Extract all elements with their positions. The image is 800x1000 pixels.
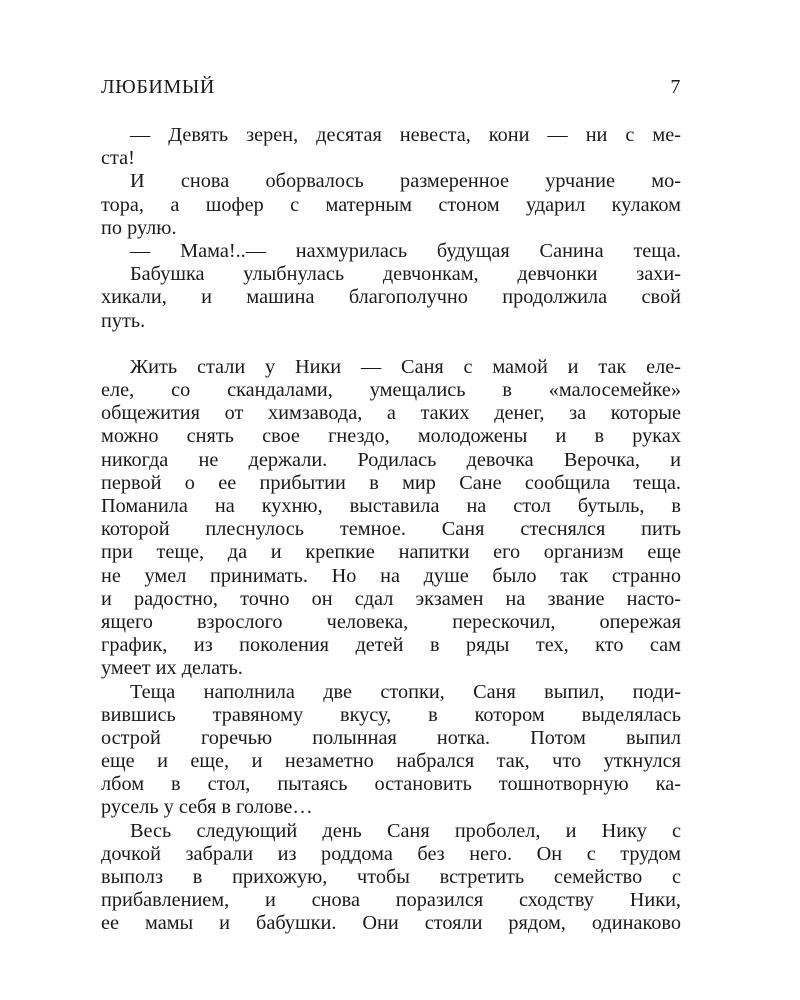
text-line: не умел принимать. Но на душе было так странно [101, 564, 681, 587]
paragraph-gap [101, 333, 681, 356]
running-head [101, 76, 681, 99]
text-line: Поманила на кухню, выставила на стол бутыль, в [101, 495, 681, 517]
text-line: которой плеснулось темное. Саня стеснялся пить [101, 518, 681, 541]
chapter-title: ЛЮБИМЫЙ [101, 76, 215, 98]
page-number: 7 [670, 76, 681, 98]
text-line: острой горечью полынная нотка. Потом выпил [101, 726, 681, 749]
text-line: никогда не держали. Родилась девочка Верочка, и [101, 448, 681, 471]
text-line: дочкой забрали из роддома без него. Он с трудом [101, 842, 681, 865]
text-line: по рулю. [101, 216, 177, 239]
text-line: ста! [101, 147, 135, 170]
text-line: путь. [101, 309, 146, 332]
text-line: умеет их делать. [101, 657, 243, 680]
text-line: тора, а шофер с матерным стоном ударил кулаком [101, 193, 681, 216]
text-line: вившись травяному вкусу, в котором выделялась [101, 703, 681, 726]
text-line: можно снять свое гнездо, молодожены и в руках [101, 425, 681, 448]
text-line: Весь следующий день Саня проболел, и Нику с [130, 819, 681, 842]
text-line: первой о ее прибытии в мир Сане сообщила теща. [101, 471, 681, 494]
text-line: хикали, и машина благополучно продолжила свой [101, 286, 681, 309]
body-text [101, 124, 681, 936]
text-line: — Девять зерен, десятая невеста, кони — ни с ме- [130, 124, 681, 146]
text-line: при теще, да и крепкие напитки его организм еще [101, 541, 681, 564]
text-line: еще и еще, и незаметно набрался так, что уткнулся [101, 750, 681, 773]
text-line: Теща наполнила две стопки, Саня выпил, поди- [130, 680, 681, 703]
text-line: Жить стали у Ники — Саня с мамой и так еле- [130, 355, 681, 378]
text-line: ее мамы и бабушки. Они стояли рядом, одинаково [101, 912, 681, 935]
text-line: ящего взрослого человека, перескочил, опережая [101, 610, 681, 633]
text-line: И снова оборвалось размеренное урчание мо- [130, 170, 681, 193]
text-line: график, из поколения детей в ряды тех, кто сам [101, 634, 681, 657]
text-line: выполз в прихожую, чтобы встретить семейство с [101, 866, 681, 888]
text-line: еле, со скандалами, умещались в «малосемейке» [101, 379, 681, 402]
text-line: и радостно, точно он сдал экзамен на звание насто- [101, 587, 681, 610]
text-line: русель у себя в голове… [101, 796, 313, 819]
text-line: общежития от химзавода, а таких денег, за которые [101, 402, 681, 425]
text-line: — Мама!..— нахмурилась будущая Санина теща. [130, 239, 681, 262]
text-line: лбом в стол, пытаясь остановить тошнотворную ка- [101, 773, 681, 796]
text-line: Бабушка улыбнулась девчонкам, девчонки захи- [130, 263, 681, 286]
text-line: прибавлением, и снова поразился сходству Ники, [101, 889, 681, 912]
